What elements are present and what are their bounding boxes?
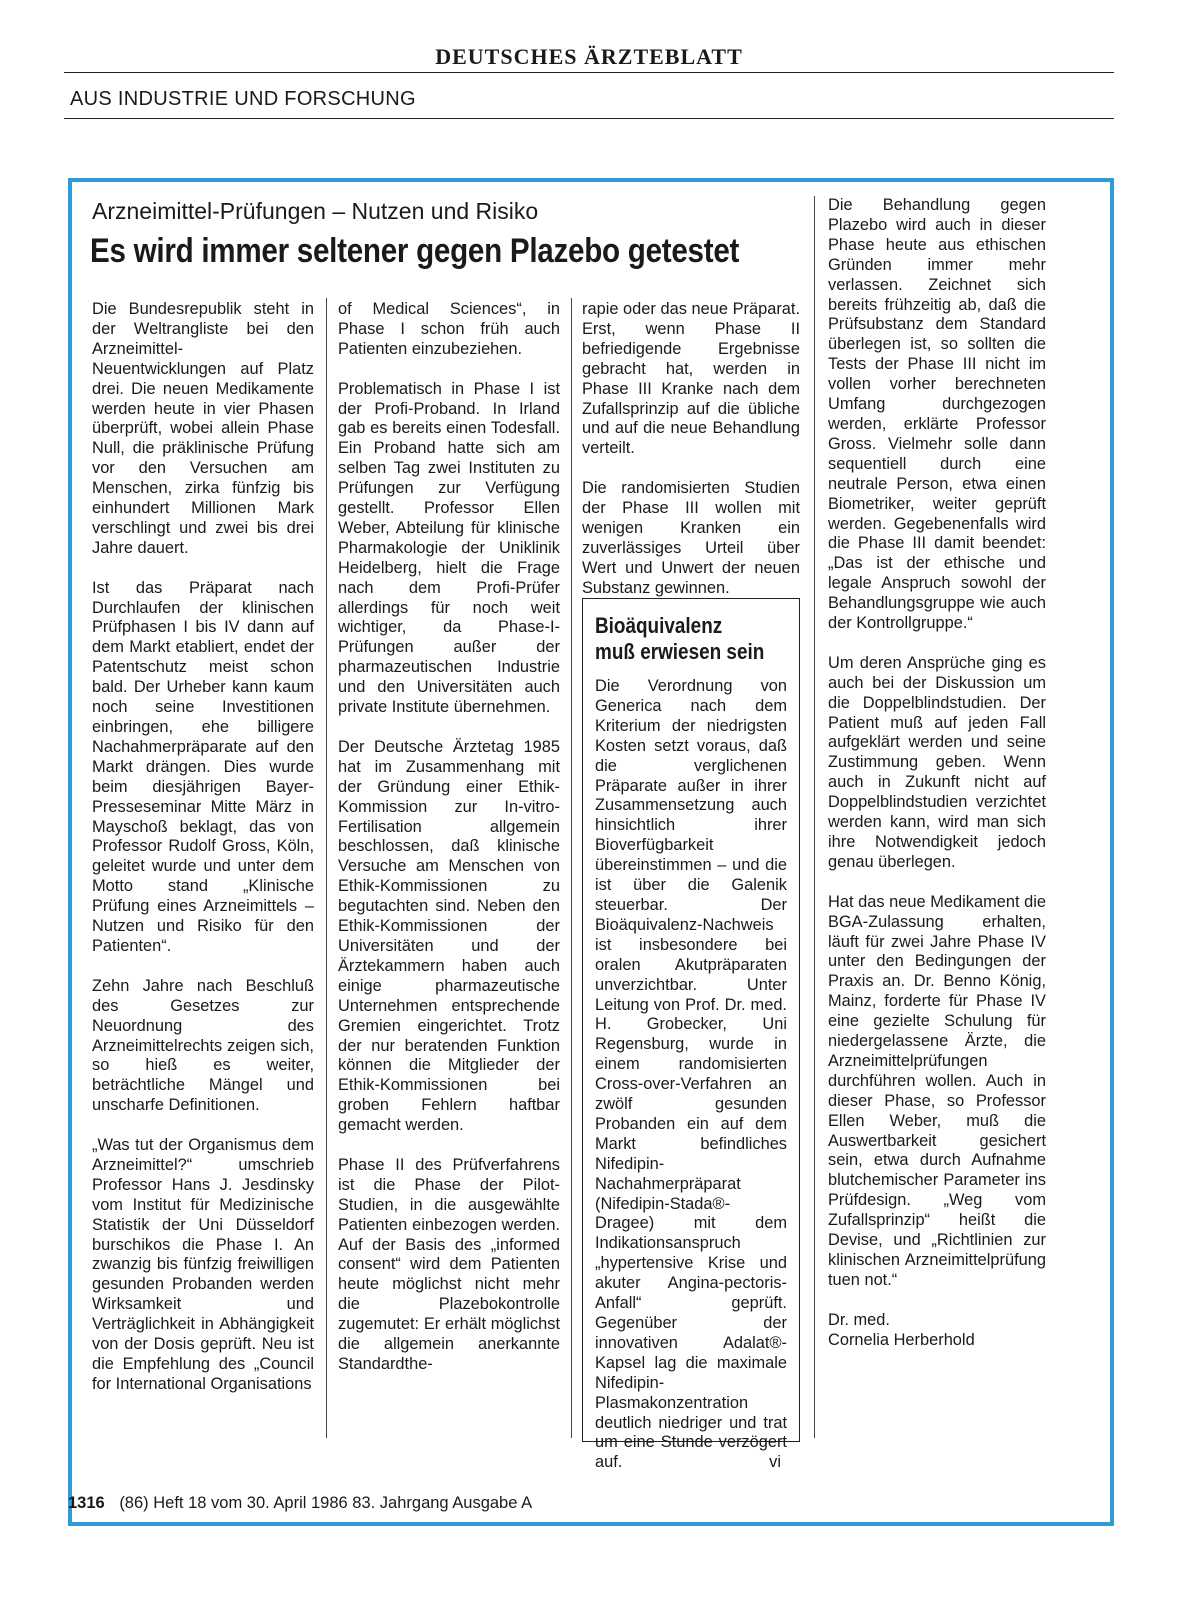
issue-info: (86) Heft 18 vom 30. April 1986 83. Jahrgang Ausgabe A [119,1494,533,1512]
sidebar-box-title [595,613,765,665]
paragraph: „Was tut der Organismus dem Arzneimittel?“ umschrieb Professor Hans J. Jesdinsky vom Institut für Medizinische Statistik der Uni Düsseldorf burschikos die Phase I. An zwanzig bis fünfzig freiwilligen gesunden Probanden werden Wirksamkeit und Verträglichkeit in Abhängigkeit von der Dosis geprüft. Neu ist die Empfehlung des „Council for International Organisations [92,1136,314,1393]
page-footer [68,1494,532,1513]
paragraph: Die Behandlung gegen Plazebo wird auch in dieser Phase heute aus ethischen Gründen immer mehr verlassen. Zeichnet sich bereits frühzeitig ab, daß die Prüfsubstanz dem Standard überlegen ist, so sollten die Tests der Phase III nicht im vollen vorher berechneten Umfang durchgezogen werden, erklärte Professor Gross. Vielmehr solle dann sequentiell durch eine neutrale Person, etwa einen Biometriker, weiter geprüft werden. Gegebenenfalls wird die Phase III damit beendet: „Das ist der ethische und legale Anspruch sowohl der Behandlungsgruppe wie auch der Kontrollgruppe.“ [828,196,1046,633]
article-headline: Es wird immer seltener gegen Plazebo getestet [90,232,740,270]
article-column-2 [338,300,560,1395]
column-divider [571,298,572,1438]
paragraph: Der Deutsche Ärztetag 1985 hat im Zusammenhang mit der Gründung einer Ethik-Kommission zur In-vitro-Fertilisation allgemein beschlossen, daß klinische Versuche am Menschen von Ethik-Kommissionen zu begutachten sind. Neben den Ethik-Kommissionen der Universitäten und der Ärztekammern haben auch einige pharmazeutische Unternehmen entsprechende Gremien eingerichtet. Trotz der nur beratenden Funktion können die Mitglieder der Ethik-Kommissionen bei groben Fehlern haftbar gemacht werden. [338,737,560,1135]
masthead: DEUTSCHES ÄRZTEBLATT [435,44,743,69]
paragraph: rapie oder das neue Präparat. Erst, wenn Phase II befriedigende Ergebnisse gebracht hat, werden in Phase III Kranke nach dem Zufallsprinzip auf die übliche und auf die neue Behandlung verteilt. [582,300,800,458]
column-divider [326,298,327,1438]
article-column-4 [828,196,1046,1351]
paragraph: Ist das Präparat nach Durchlaufen der klinischen Prüfphasen I bis IV dann auf dem Markt etabliert, endet der Patentschutz meist schon bald. Der Urheber kann kaum noch seine Investitionen einbringen, ehe billigere Nachahmerpräparate auf den Markt drängen. Dies wurde beim diesjährigen Bayer-Presseseminar Mitte März in Mayschoß beklagt, das von Professor Rudolf Gross, Köln, geleitet wurde und unter dem Motto stand „Klinische Prüfung eines Arzneimittels – Nutzen und Risiko für den Patienten“. [92,578,314,955]
sidebar-box-body: Die Verordnung von Generica nach dem Kriterium der niedrigsten Kosten setzt voraus, daß die verglichenen Präparate außer in ihrer Zusammensetzung auch hinsichtlich ihrer Bioverfügbarkeit übereinstimmen – und die ist über die Galenik steuerbar. Der Bioäquivalenz-Nachweis ist insbesondere bei oralen Akutpräparaten unverzichtbar. Unter Leitung von Prof. Dr. med. H. Grobecker, Uni Regensburg, wurde in einem randomisierten Cross-over-Verfahren an zwölf gesunden Probanden ein auf dem Markt befindliches Nifedipin-Nachahmerpräparat (Nifedipin-Stada®-Dragee) mit dem Indikationsanspruch „hypertensive Krise und akuter Angina-pectoris-Anfall“ geprüft. Gegenüber der innovativen Adalat®-Kapsel lag die maximale Nifedipin-Plasmakonzentration deutlich niedriger und trat um eine Stunde verzögert auf. [595,677,787,1472]
section-label: AUS INDUSTRIE UND FORSCHUNG [70,88,416,110]
paragraph: Die Bundesrepublik steht in der Weltrangliste bei den Arzneimittel-Neuentwicklungen auf Platz drei. Die neuen Medikamente werden heute in vier Phasen überprüft, wobei allein Phase Null, die präklinische Prüfung vor den Versuchen am Menschen, zirka fünfzig bis einhundert Millionen Mark verschlingt und zwei bis drei Jahre dauert. [92,300,314,557]
column-divider [814,196,815,1438]
article-column-3 [582,300,800,618]
author-credit [828,1311,1046,1351]
sidebar-box-title-line: Bioäquivalenz [595,613,723,638]
sidebar-box-text [595,677,787,1473]
section-rule [64,118,1114,119]
paragraph: Problematisch in Phase I ist der Profi-Proband. In Irland gab es bereits einen Todesfall. Ein Proband hatte sich am selben Tag zwei Instituten zu Prüfungen zur Verfügung gestellt. Professor Ellen Weber, Abteilung für klinische Pharmakologie der Uniklinik Heidelberg, hielt die Frage nach dem Profi-Prüfer allerdings für noch weit wichtiger, da Phase-I-Prüfungen außer der pharmazeutischen Industrie und den Universitäten auch private Institute übernehmen. [338,379,560,717]
sidebar-box [582,598,800,1472]
paragraph: Hat das neue Medikament die BGA-Zulassung erhalten, läuft für zwei Jahre Phase IV unter den Bedingungen der Praxis an. Dr. Benno König, Mainz, forderte für Phase IV eine gezielte Schulung für niedergelassene Ärzte, die Arzneimittelprüfungen durchführen wollen. Auch in dieser Phase, so Professor Ellen Weber, muß die Auswertbarkeit gesichert sein, etwa durch Aufnahme blutchemischer Parameter ins Prüfdesign. „Weg vom Zufallsprinzip“ heißt die Devise, und „Richtlinien zur klinischen Arzneimittelprüfung tuen not.“ [828,892,1046,1289]
paragraph: of Medical Sciences“, in Phase I schon früh auch Patienten einzubeziehen. [338,300,560,358]
article-kicker: Arzneimittel-Prüfungen – Nutzen und Risiko [92,198,539,224]
paragraph: Die randomisierten Studien der Phase III wollen mit wenigen Kranken ein zuverlässiges Urteil über Wert und Unwert der neuen Substanz gewinnen. [582,479,800,597]
article-column-1 [92,300,314,1415]
sidebar-box-initials: vi [769,1453,781,1472]
sidebar-box-title-line: muß erwiesen sein [595,639,765,664]
author-title: Dr. med. [828,1310,890,1329]
paragraph: Um deren Ansprüche ging es auch bei der Diskussion um die Doppelblindstudien. Der Patient muß auf jeden Fall aufgeklärt werden und seine Zustimmung geben. Wenn auch in Zukunft nicht auf Doppelblindstudien verzichtet werden kann, wird man sich ihre Notwendigkeit jedoch genau überlegen. [828,653,1046,871]
author-name: Cornelia Herberhold [828,1330,975,1349]
paragraph: Phase II des Prüfverfahrens ist die Phase der Pilot-Studien, in die ausgewählte Patienten einbezogen werden. Auf der Basis des „informed consent“ wird dem Patienten heute möglichst nicht mehr die Plazebokontrolle zugemutet: Er erhält möglichst die allgemein anerkannte Standardthe- [338,1155,560,1373]
paragraph: Zehn Jahre nach Beschluß des Gesetzes zur Neuordnung des Arzneimittelrechts zeigen sich, so hieß es weiter, beträchtliche Mängel und unscharfe Definitionen. [92,976,314,1115]
page-number: 1316 [68,1494,105,1512]
masthead-rule [64,72,1114,73]
